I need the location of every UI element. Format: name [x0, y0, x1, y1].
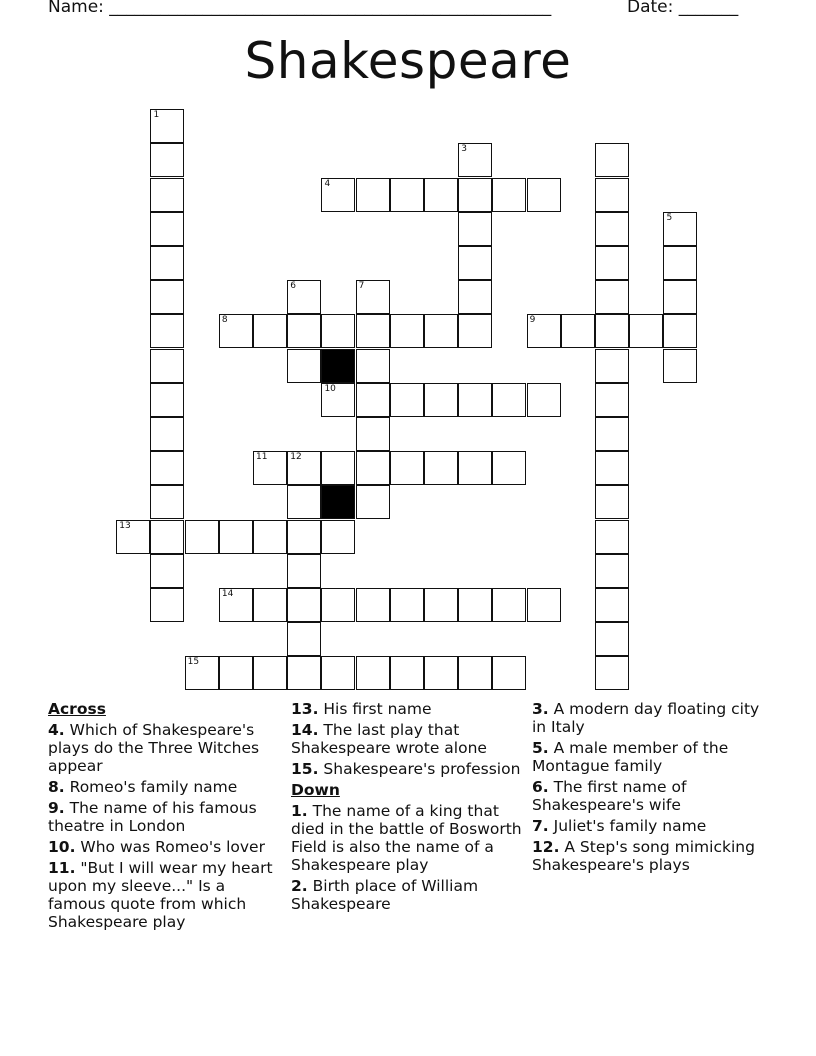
crossword-cell[interactable] — [150, 349, 184, 383]
crossword-cell[interactable] — [287, 451, 321, 485]
crossword-cell[interactable] — [458, 246, 492, 280]
crossword-cell[interactable] — [150, 520, 184, 554]
crossword-cell[interactable] — [356, 280, 390, 314]
crossword-cell[interactable] — [492, 588, 526, 622]
crossword-cell[interactable] — [287, 622, 321, 656]
crossword-cell[interactable] — [595, 383, 629, 417]
crossword-cell[interactable] — [321, 520, 355, 554]
crossword-cell[interactable] — [527, 314, 561, 348]
crossword-cell[interactable] — [663, 212, 697, 246]
crossword-cell[interactable] — [595, 143, 629, 177]
crossword-cell[interactable] — [492, 451, 526, 485]
crossword-cell[interactable] — [356, 485, 390, 519]
page-title: Shakespeare — [244, 32, 572, 90]
crossword-cell[interactable] — [185, 520, 219, 554]
crossword-cell[interactable] — [458, 383, 492, 417]
crossword-cell[interactable] — [595, 280, 629, 314]
clue-number: 6 — [290, 281, 296, 292]
crossword-cell[interactable] — [595, 349, 629, 383]
clue-number: 13 — [119, 520, 131, 531]
crossword-cell[interactable] — [150, 143, 184, 177]
crossword-block — [321, 349, 355, 383]
crossword-cell[interactable] — [219, 588, 253, 622]
clue-down-5: 5. A male member of the Montague family — [532, 739, 729, 775]
crossword-cell[interactable] — [390, 178, 424, 212]
crossword-cell[interactable] — [356, 417, 390, 451]
crossword-cell[interactable] — [185, 656, 219, 690]
clue-across-10: 10. Who was Romeo's lover — [48, 838, 265, 856]
crossword-cell[interactable] — [253, 520, 287, 554]
crossword-cell[interactable] — [219, 520, 253, 554]
crossword-cell[interactable] — [458, 178, 492, 212]
crossword-cell[interactable] — [595, 520, 629, 554]
clue-number: 1 — [153, 110, 160, 121]
clue-across-13: 13. His first name — [291, 700, 432, 718]
crossword-cell[interactable] — [663, 314, 697, 348]
crossword-cell[interactable] — [595, 451, 629, 485]
crossword-cell[interactable] — [595, 417, 629, 451]
crossword-cell[interactable] — [287, 280, 321, 314]
crossword-cell[interactable] — [424, 383, 458, 417]
crossword-cell[interactable] — [458, 143, 492, 177]
crossword-cell[interactable] — [150, 554, 184, 588]
crossword-cell[interactable] — [219, 656, 253, 690]
clue-number: 12 — [290, 452, 302, 463]
clue-number: 10 — [324, 383, 336, 394]
crossword-cell[interactable] — [287, 314, 321, 348]
crossword-cell[interactable] — [150, 383, 184, 417]
crossword-cell[interactable] — [150, 417, 184, 451]
crossword-cell[interactable] — [595, 656, 629, 690]
name-field-label: Name: ____________________________________________________ — [48, 0, 552, 17]
crossword-cell[interactable] — [321, 451, 355, 485]
crossword-cell[interactable] — [116, 520, 150, 554]
clue-down-12: 12. A Step's song mimicking Shakespeare's plays — [532, 838, 755, 874]
crossword-cell[interactable] — [424, 178, 458, 212]
clue-across-8: 8. Romeo's family name — [48, 778, 238, 796]
crossword-cell[interactable] — [253, 314, 287, 348]
clue-column-3 — [532, 700, 772, 877]
clue-down-6: 6. The first name of Shakespeare's wife — [532, 778, 687, 814]
crossword-cell[interactable] — [287, 520, 321, 554]
crossword-cell[interactable] — [150, 451, 184, 485]
crossword-cell[interactable] — [150, 212, 184, 246]
clue-across-4: 4. Which of Shakespeare's plays do the Three Witches appear — [48, 721, 260, 775]
crossword-cell[interactable] — [150, 485, 184, 519]
crossword-cell[interactable] — [287, 554, 321, 588]
crossword-cell[interactable] — [492, 178, 526, 212]
crossword-cell[interactable] — [492, 656, 526, 690]
clue-number: 11 — [256, 452, 268, 463]
crossword-cell[interactable] — [595, 485, 629, 519]
clue-across-14: 14. The last play that Shakespeare wrote alone — [291, 721, 487, 757]
crossword-cell[interactable] — [150, 314, 184, 348]
clue-number: 14 — [221, 589, 234, 600]
clue-number: 3 — [461, 144, 467, 155]
crossword-cell[interactable] — [321, 588, 355, 622]
crossword-cell[interactable] — [356, 451, 390, 485]
crossword-cell[interactable] — [287, 485, 321, 519]
crossword-cell[interactable] — [390, 588, 424, 622]
crossword-cell[interactable] — [150, 246, 184, 280]
crossword-cell[interactable] — [253, 588, 287, 622]
crossword-cell[interactable] — [492, 383, 526, 417]
crossword-cell[interactable] — [390, 383, 424, 417]
crossword-cell[interactable] — [595, 212, 629, 246]
crossword-cell[interactable] — [458, 656, 492, 690]
clue-column-1 — [48, 700, 280, 934]
crossword-cell[interactable] — [595, 588, 629, 622]
crossword-cell[interactable] — [253, 656, 287, 690]
crossword-cell[interactable] — [321, 178, 355, 212]
clue-across-9: 9. The name of his famous theatre in London — [48, 799, 257, 835]
crossword-cell[interactable] — [527, 178, 561, 212]
clue-down-7: 7. Juliet's family name — [532, 817, 707, 835]
crossword-cell[interactable] — [390, 451, 424, 485]
crossword-cell[interactable] — [356, 349, 390, 383]
clue-number: 4 — [324, 178, 331, 189]
crossword-cell[interactable] — [356, 656, 390, 690]
crossword-cell[interactable] — [595, 554, 629, 588]
crossword-cell[interactable] — [321, 656, 355, 690]
crossword-cell[interactable] — [663, 349, 697, 383]
crossword-cell[interactable] — [424, 656, 458, 690]
crossword-cell[interactable] — [527, 588, 561, 622]
clue-across-11: 11. "But I will wear my heart upon my sleeve..." Is a famous quote from which Shakespeare play — [48, 859, 273, 931]
crossword-block — [321, 485, 355, 519]
clue-number: 8 — [221, 315, 228, 326]
crossword-cell[interactable] — [287, 349, 321, 383]
crossword-cell[interactable] — [150, 588, 184, 622]
crossword-cell[interactable] — [561, 314, 595, 348]
crossword-cell[interactable] — [458, 588, 492, 622]
crossword-cell[interactable] — [595, 622, 629, 656]
crossword-cell[interactable] — [356, 588, 390, 622]
crossword-cell[interactable] — [356, 314, 390, 348]
crossword-cell[interactable] — [321, 314, 355, 348]
crossword-cell[interactable] — [150, 178, 184, 212]
down-heading: Down — [291, 781, 340, 799]
crossword-cell[interactable] — [595, 246, 629, 280]
clue-number: 9 — [529, 315, 536, 326]
crossword-cell[interactable] — [356, 383, 390, 417]
crossword-cell[interactable] — [595, 314, 629, 348]
crossword-cell[interactable] — [629, 314, 663, 348]
crossword-cell[interactable] — [356, 178, 390, 212]
crossword-cell[interactable] — [458, 314, 492, 348]
crossword-cell[interactable] — [253, 451, 287, 485]
date-field-label: Date: _______ — [627, 0, 739, 17]
crossword-cell[interactable] — [321, 383, 355, 417]
crossword-cell[interactable] — [663, 280, 697, 314]
across-heading: Across — [48, 700, 106, 718]
clue-number: 5 — [666, 212, 673, 223]
crossword-cell[interactable] — [458, 280, 492, 314]
clue-down-3: 3. A modern day floating city in Italy — [532, 700, 760, 736]
clue-across-15: 15. Shakespeare's profession — [291, 760, 521, 778]
clue-number: 15 — [187, 657, 200, 668]
crossword-cell[interactable] — [424, 588, 458, 622]
crossword-cell[interactable] — [424, 451, 458, 485]
crossword-cell[interactable] — [150, 109, 184, 143]
clue-column-2 — [291, 700, 527, 916]
crossword-cell[interactable] — [219, 314, 253, 348]
crossword-cell[interactable] — [150, 280, 184, 314]
crossword-cell[interactable] — [595, 178, 629, 212]
crossword-cell[interactable] — [424, 314, 458, 348]
crossword-cell[interactable] — [458, 451, 492, 485]
crossword-cell[interactable] — [287, 656, 321, 690]
crossword-cell[interactable] — [663, 246, 697, 280]
clue-number: 7 — [358, 281, 365, 292]
crossword-cell[interactable] — [287, 588, 321, 622]
crossword-cell[interactable] — [390, 656, 424, 690]
clue-down-1: 1. The name of a king that died in the battle of Bosworth Field is also the name of a Shakespeare play — [291, 802, 522, 874]
clue-down-2: 2. Birth place of William Shakespeare — [291, 877, 479, 913]
crossword-cell[interactable] — [458, 212, 492, 246]
crossword-cell[interactable] — [390, 314, 424, 348]
crossword-cell[interactable] — [527, 383, 561, 417]
